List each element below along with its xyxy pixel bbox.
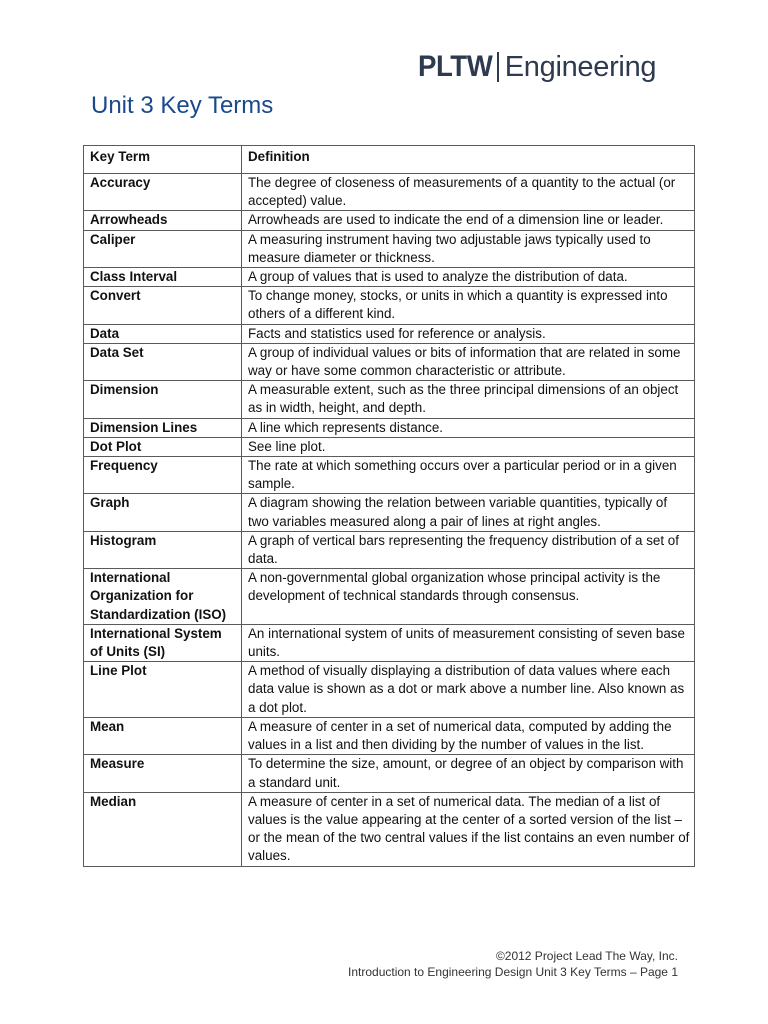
key-term-cell: Data [84,324,242,343]
table-row [84,343,695,380]
table-row [84,755,695,792]
key-term-cell: Mean [84,717,242,754]
definition-cell: See line plot. [242,437,695,456]
definition-cell: A non-governmental global organization whose principal activity is the development of technical standards through consensus. [242,569,695,625]
logo-brand: PLTW [418,50,493,83]
table-row [84,324,695,343]
table-row [84,174,695,211]
definition-cell: A diagram showing the relation between variable quantities, typically of two variables measured along a pair of lines at right angles. [242,494,695,531]
table-row [84,418,695,437]
key-term-cell: Line Plot [84,662,242,718]
key-term-cell: Class Interval [84,268,242,287]
definition-cell: To change money, stocks, or units in which a quantity is expressed into others of a different kind. [242,287,695,324]
key-term-cell: Dot Plot [84,437,242,456]
key-term-cell: Dimension Lines [84,418,242,437]
key-term-cell: Data Set [84,343,242,380]
key-terms-table [83,145,695,867]
key-term-cell: Graph [84,494,242,531]
key-term-cell: International Organization for Standardization (ISO) [84,569,242,625]
logo-divider [497,52,499,82]
definition-cell: Arrowheads are used to indicate the end of a dimension line or leader. [242,211,695,230]
key-term-cell: Frequency [84,457,242,494]
table-row [84,437,695,456]
key-term-cell: Arrowheads [84,211,242,230]
logo-product: Engineering [504,50,657,83]
page-footer [348,948,678,980]
table-row [84,381,695,418]
copyright-text: ©2012 Project Lead The Way, Inc. [495,949,678,963]
definition-cell: Facts and statistics used for reference or analysis. [242,324,695,343]
key-term-cell: International System of Units (SI) [84,624,242,661]
definition-cell: To determine the size, amount, or degree of an object by comparison with a standard unit. [242,755,695,792]
definition-cell: A graph of vertical bars representing the frequency distribution of a set of data. [242,531,695,568]
table-row [84,211,695,230]
table-row [84,457,695,494]
table-row [84,494,695,531]
table-row [84,624,695,661]
definition-cell: An international system of units of measurement consisting of seven base units. [242,624,695,661]
table-row [84,662,695,718]
table-row [84,569,695,625]
table-row [84,717,695,754]
table-row [84,792,695,866]
definition-cell: A group of individual values or bits of information that are related in some way or have some common characteristic or attribute. [242,343,695,380]
key-term-cell: Dimension [84,381,242,418]
definition-cell: The degree of closeness of measurements of a quantity to the actual (or accepted) value. [242,174,695,211]
column-header-key-term: Key Term [84,146,242,174]
table-header-row [84,146,695,174]
key-term-cell: Median [84,792,242,866]
key-term-cell: Convert [84,287,242,324]
definition-cell: A group of values that is used to analyze the distribution of data. [242,268,695,287]
definition-cell: A measure of center in a set of numerical data. The median of a list of values is the value appearing at the center of a sorted version of the list – or the mean of the two central values if the list contains an even number of values. [242,792,695,866]
table-row [84,287,695,324]
table-row [84,268,695,287]
definition-cell: The rate at which something occurs over a particular period or in a given sample. [242,457,695,494]
definition-cell: A line which represents distance. [242,418,695,437]
definition-cell: A measure of center in a set of numerical data, computed by adding the values in a list and then dividing by the number of values in the list. [242,717,695,754]
key-term-cell: Caliper [84,230,242,267]
definition-cell: A method of visually displaying a distribution of data values where each data value is shown as a dot or mark above a number line. Also known as a dot plot. [242,662,695,718]
key-term-cell: Measure [84,755,242,792]
page-info-text: Introduction to Engineering Design Unit 3 Key Terms – Page 1 [348,965,678,979]
key-term-cell: Histogram [84,531,242,568]
key-term-cell: Accuracy [84,174,242,211]
table-row [84,531,695,568]
definition-cell: A measurable extent, such as the three principal dimensions of an object as in width, height, and depth. [242,381,695,418]
table-row [84,230,695,267]
key-terms-body [84,174,695,867]
page-title: Unit 3 Key Terms [91,92,274,119]
column-header-definition: Definition [242,146,695,174]
pltw-engineering-logo [418,50,656,84]
definition-cell: A measuring instrument having two adjustable jaws typically used to measure diameter or thickness. [242,230,695,267]
